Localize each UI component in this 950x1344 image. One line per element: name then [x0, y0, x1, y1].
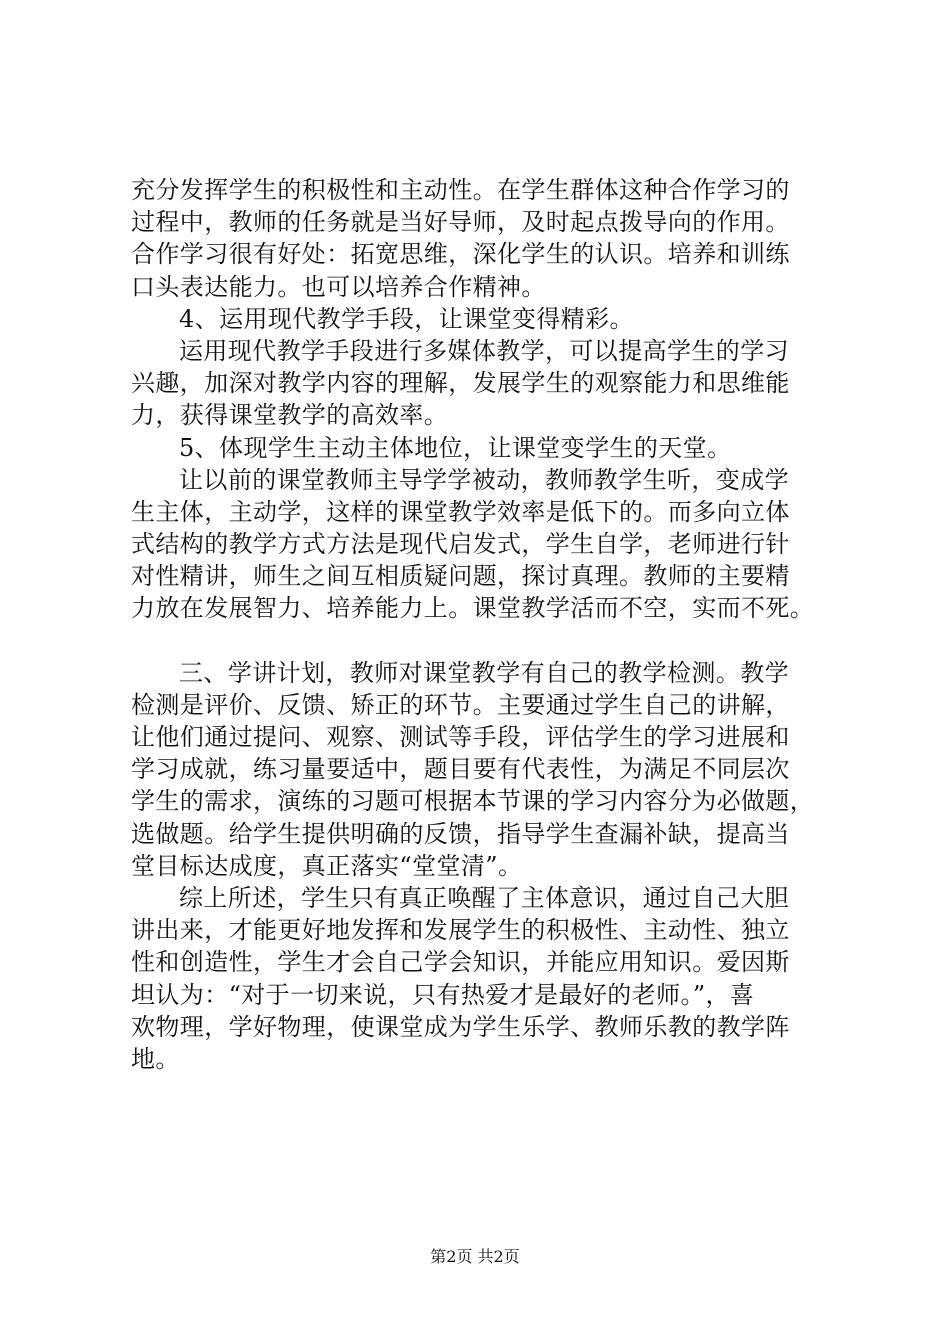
text-line: 检测是评价、反馈、矫正的环节。主要通过学生自己的讲解，	[131, 690, 790, 719]
text-line: 力，获得课堂教学的高效率。	[131, 401, 449, 430]
page-number-label: 第2页 共2页	[430, 1247, 520, 1266]
text-line: 生主体，主动学，这样的课堂教学效率是低下的。而多向立体	[131, 497, 790, 526]
text-line: 口头表达能力。也可以培养合作精神。	[131, 272, 546, 301]
text-line: 力放在发展智力、培养能力上。课堂教学活而不空，实而不死。	[131, 594, 815, 623]
text-line: 堂目标达成度，真正落实“堂堂清”。	[131, 851, 523, 880]
text-line: 讲出来，才能更好地发挥和发展学生的积极性、主动性、独立	[131, 916, 790, 945]
document-body	[131, 174, 831, 1075]
text-line: 坦认为：“对于一切来说，只有热爱才是最好的老师。”，喜	[131, 980, 755, 1009]
section-heading-4: 4、运用现代教学手段，让课堂变得精彩。	[179, 304, 634, 333]
text-line: 充分发挥学生的积极性和主动性。在学生群体这种合作学习的	[131, 176, 790, 204]
text-line: 合作学习很有好处：拓宽思维，深化学生的认识。培养和训练	[131, 240, 790, 269]
text-line: 地。	[131, 1044, 180, 1073]
text-line: 对性精讲，师生之间互相质疑问题，探讨真理。教师的主要精	[131, 562, 790, 591]
text-line: 性和创造性，学生才会自己学会知识，并能应用知识。爱因斯	[131, 948, 790, 977]
text-line: 让他们通过提问、观察、测试等手段，评估学生的学习进展和	[131, 723, 790, 751]
text-line: 三、学讲计划，教师对课堂教学有自己的教学检测。教学	[179, 658, 789, 687]
text-line: 欢物理，学好物理，使课堂成为学生乐学、教师乐教的教学阵	[131, 1012, 790, 1041]
section-heading-5: 5、体现学生主动主体地位，让课堂变学生的天堂。	[179, 433, 732, 462]
text-line: 过程中，教师的任务就是当好导师，及时起点拨导向的作用。	[131, 208, 790, 237]
text-line: 学习成就，练习量要适中，题目要有代表性，为满足不同层次	[131, 755, 790, 784]
text-line: 选做题。给学生提供明确的反馈，指导学生查漏补缺，提高当	[131, 819, 790, 848]
text-line: 运用现代教学手段进行多媒体教学，可以提高学生的学习	[179, 336, 789, 365]
text-line: 学生的需求，演练的习题可根据本节课的学习内容分为必做题，	[131, 787, 815, 816]
text-line: 兴趣，加深对教学内容的理解，发展学生的观察能力和思维能	[131, 369, 790, 398]
paragraph-gap	[131, 625, 831, 657]
text-line: 综上所述，学生只有真正唤醒了主体意识，通过自己大胆	[179, 883, 789, 912]
page-footer	[0, 1244, 950, 1267]
text-line: 式结构的教学方式方法是现代启发式，学生自学，老师进行针	[131, 530, 790, 559]
text-line: 让以前的课堂教师主导学学被动，教师教学生听，变成学	[179, 465, 789, 494]
